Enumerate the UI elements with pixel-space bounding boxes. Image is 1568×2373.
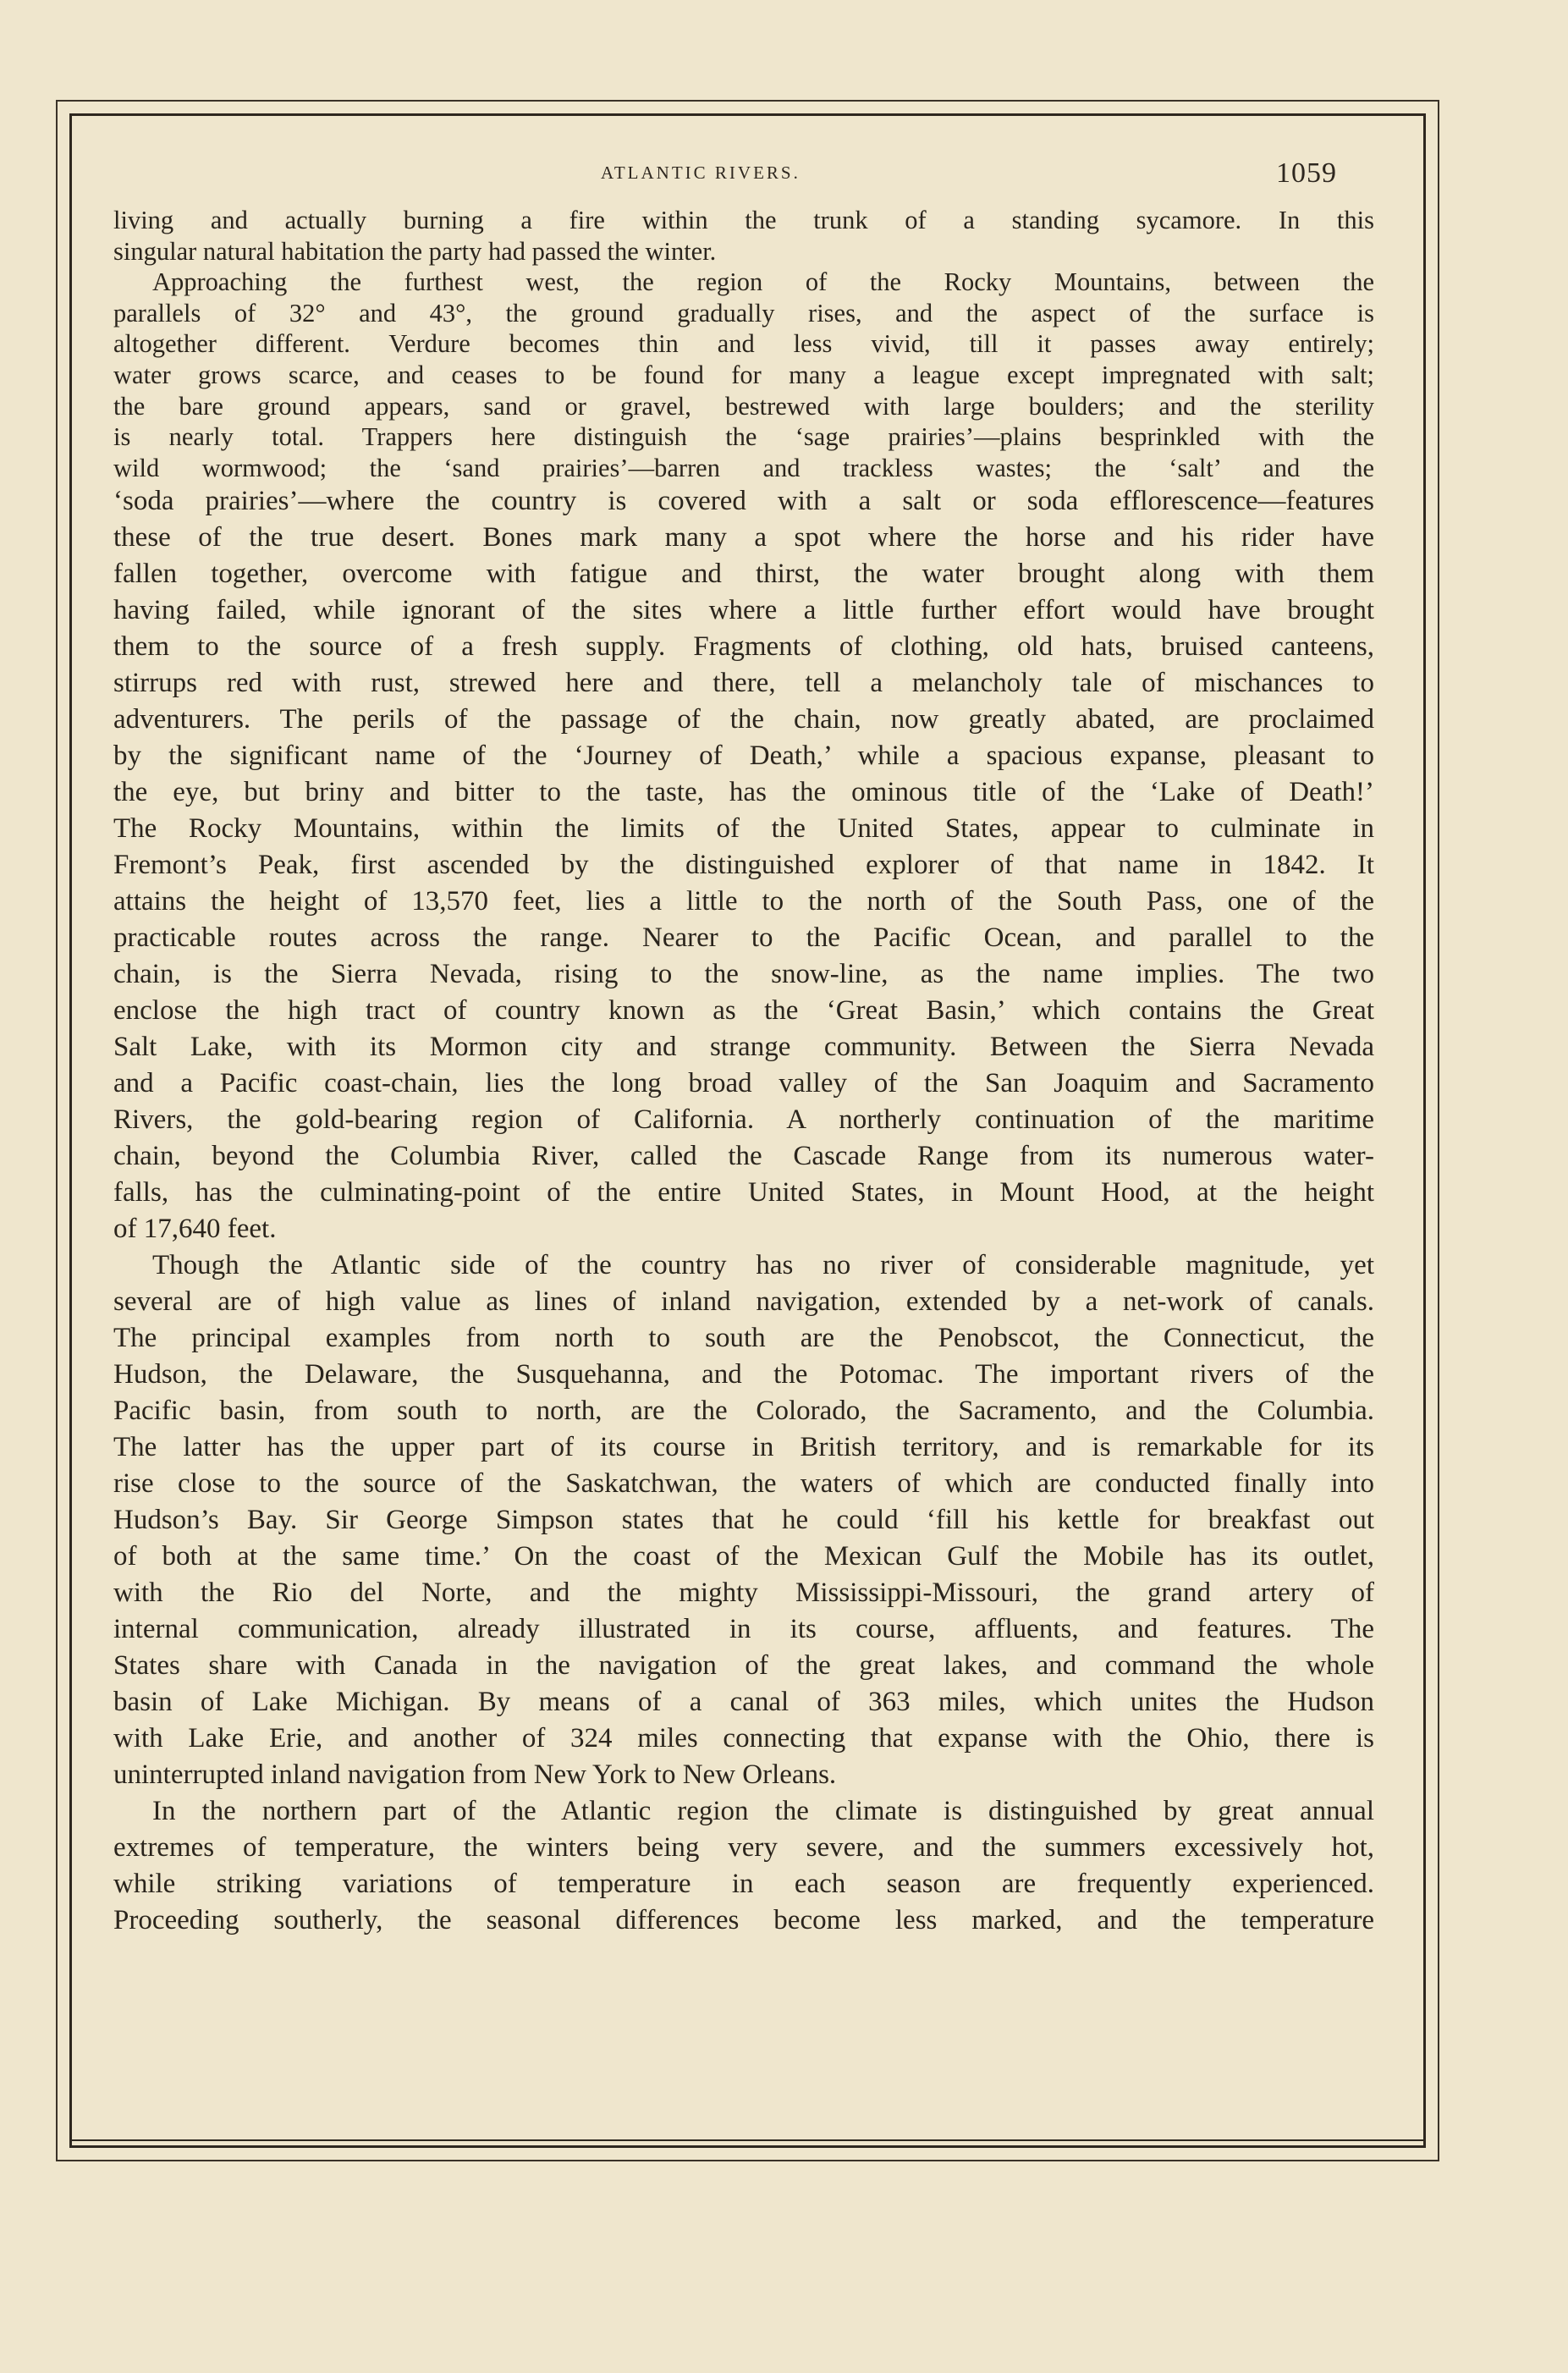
body-text xyxy=(113,205,1374,1939)
paragraph-2-continued xyxy=(113,483,1374,1247)
text-line: practicable routes across the range. Nearer to the Pacific Ocean, and parallel to the xyxy=(113,922,1374,954)
text-line: States share with Canada in the navigation of the great lakes, and command the whole xyxy=(113,1650,1374,1682)
text-line: Rivers, the gold-bearing region of California. A northerly continuation of the maritime xyxy=(113,1104,1374,1136)
text-line: of 17,640 feet. xyxy=(113,1214,277,1245)
text-line: by the significant name of the ‘Journey of Death,’ while a spacious expanse, pleasant to xyxy=(113,741,1374,772)
text-line: attains the height of 13,570 feet, lies a little to the north of the South Pass, one of the xyxy=(113,886,1374,917)
text-line: the bare ground appears, sand or gravel, bestrewed with large boulders; and the sterility xyxy=(113,391,1374,421)
text-line: wild wormwood; the ‘sand prairies’—barren and trackless wastes; the ‘salt’ and the xyxy=(113,453,1374,482)
text-line: extremes of temperature, the winters being very severe, and the summers excessively hot, xyxy=(113,1832,1374,1864)
text-line: them to the source of a fresh supply. Fragments of clothing, old hats, bruised canteens, xyxy=(113,631,1374,663)
text-line: stirrups red with rust, strewed here and there, tell a melancholy tale of mischances to xyxy=(113,668,1374,699)
page-frame-bottom-rule xyxy=(69,2139,1426,2141)
text-line: basin of Lake Michigan. By means of a canal of 363 miles, which unites the Hudson xyxy=(113,1687,1374,1718)
text-line: Hudson’s Bay. Sir George Simpson states that he could ‘fill his kettle for breakfast out xyxy=(113,1505,1374,1536)
text-line: ‘soda prairies’—where the country is covered with a salt or soda efflorescence—features xyxy=(113,486,1374,517)
text-line: Proceeding southerly, the seasonal differences become less marked, and the temperature xyxy=(113,1905,1374,1936)
text-line: The Rocky Mountains, within the limits of the United States, appear to culminate in xyxy=(113,813,1374,845)
paragraph-2 xyxy=(113,267,1374,483)
text-line: several are of high value as lines of inland navigation, extended by a net-work of canals. xyxy=(113,1286,1374,1318)
text-line: chain, beyond the Columbia River, called the Cascade Range from its numerous water- xyxy=(113,1141,1374,1172)
text-line: adventurers. The perils of the passage of the chain, now greatly abated, are proclaimed xyxy=(113,704,1374,735)
running-title: ATLANTIC RIVERS. xyxy=(601,162,801,183)
text-line: Hudson, the Delaware, the Susquehanna, and the Potomac. The important rivers of the xyxy=(113,1359,1374,1390)
text-line: these of the true desert. Bones mark many a spot where the horse and his rider have xyxy=(113,522,1374,553)
text-line: Fremont’s Peak, first ascended by the distinguished explorer of that name in 1842. It xyxy=(113,850,1374,881)
text-line: Though the Atlantic side of the country has no river of considerable magnitude, yet xyxy=(152,1250,1374,1281)
text-line: living and actually burning a fire within the trunk of a standing sycamore. In this xyxy=(113,206,1374,234)
text-line: singular natural habitation the party had passed the winter. xyxy=(113,236,717,266)
paragraph-3 xyxy=(113,1247,1374,1793)
text-line: enclose the high tract of country known as the ‘Great Basin,’ which contains the Great xyxy=(113,995,1374,1027)
text-line: internal communication, already illustrated in its course, affluents, and features. The xyxy=(113,1614,1374,1645)
text-line: Salt Lake, with its Mormon city and strange community. Between the Sierra Nevada xyxy=(113,1032,1374,1063)
text-line: is nearly total. Trappers here distinguish the ‘sage prairies’—plains besprinkled with the xyxy=(113,422,1374,452)
text-line: fallen together, overcome with fatigue and thirst, the water brought along with them xyxy=(113,559,1374,590)
text-line: In the northern part of the Atlantic region the climate is distinguished by great annual xyxy=(152,1796,1374,1827)
text-line: The principal examples from north to south are the Penobscot, the Connecticut, the xyxy=(113,1323,1374,1354)
text-line: parallels of 32° and 43°, the ground gradually rises, and the aspect of the surface is xyxy=(113,298,1374,328)
text-line: The latter has the upper part of its course in British territory, and is remarkable for its xyxy=(113,1432,1374,1463)
text-line: chain, is the Sierra Nevada, rising to the snow-line, as the name implies. The two xyxy=(113,959,1374,990)
text-line: altogether different. Verdure becomes thin and less vivid, till it passes away entirely; xyxy=(113,329,1374,359)
text-line: of both at the same time.’ On the coast of the Mexican Gulf the Mobile has its outlet, xyxy=(113,1541,1374,1572)
running-head xyxy=(118,154,1422,196)
text-line: water grows scarce, and ceases to be found for many a league except impregnated with salt; xyxy=(113,360,1374,389)
page-number: 1059 xyxy=(1276,157,1337,189)
text-line: with Lake Erie, and another of 324 miles connecting that expanse with the Ohio, there is xyxy=(113,1723,1374,1754)
text-line: Pacific basin, from south to north, are the Colorado, the Sacramento, and the Columbia. xyxy=(113,1396,1374,1427)
text-line: falls, has the culminating-point of the entire United States, in Mount Hood, at the height xyxy=(113,1177,1374,1209)
text-line: having failed, while ignorant of the sites where a little further effort would have brought xyxy=(113,595,1374,626)
text-line: uninterrupted inland navigation from New York to New Orleans. xyxy=(113,1759,837,1791)
text-line: rise close to the source of the Saskatchwan, the waters of which are conducted finally into xyxy=(113,1468,1374,1500)
text-line: Approaching the furthest west, the region of the Rocky Mountains, between the xyxy=(152,267,1374,297)
paragraph-4 xyxy=(113,1793,1374,1939)
text-line: and a Pacific coast-chain, lies the long broad valley of the San Joaquim and Sacramento xyxy=(113,1068,1374,1099)
text-line: the eye, but briny and bitter to the taste, has the ominous title of the ‘Lake of Death!’ xyxy=(113,777,1374,808)
text-line: with the Rio del Norte, and the mighty Mississippi-Missouri, the grand artery of xyxy=(113,1577,1374,1609)
paragraph-1 xyxy=(113,205,1374,267)
text-line: while striking variations of temperature in each season are frequently experienced. xyxy=(113,1869,1374,1900)
